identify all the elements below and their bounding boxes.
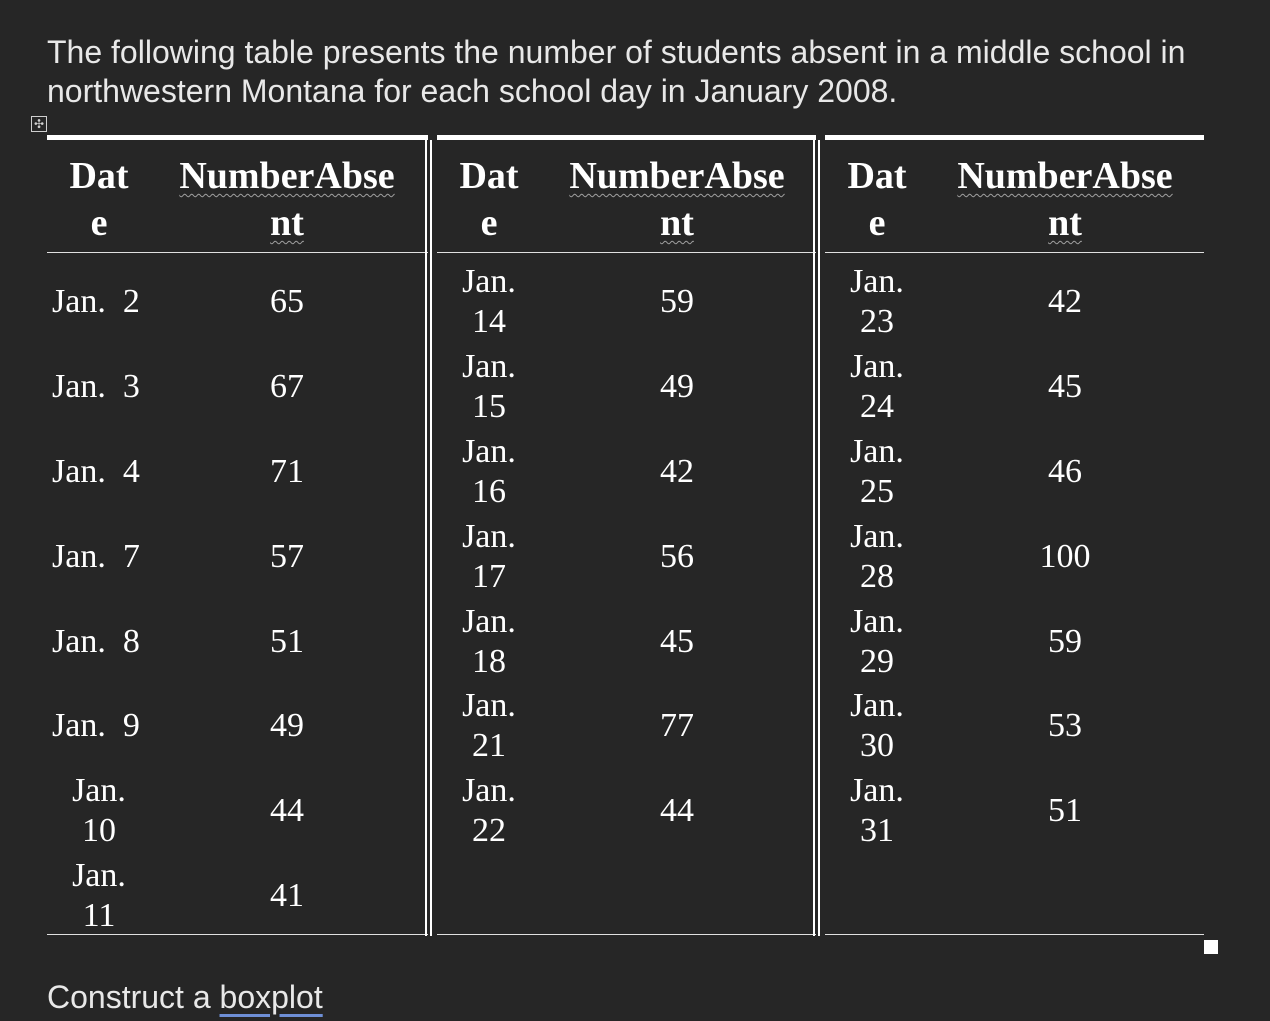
header-date-line1: Dat [847, 155, 907, 197]
table-column-group-3 [825, 135, 1204, 935]
table-row [825, 767, 1204, 852]
table-row [47, 343, 428, 428]
date-cell: Jan. 7 [52, 538, 140, 575]
table-row [437, 598, 816, 683]
table-top-border [825, 135, 1204, 140]
date-cell: Jan. 21 [462, 687, 516, 764]
header-divider [437, 252, 816, 253]
header-number-line2: nt [660, 202, 694, 244]
number-cell: 71 [270, 453, 304, 490]
number-cell: 41 [270, 877, 304, 914]
table-row [437, 513, 816, 598]
table-bottom-border [437, 934, 816, 935]
date-cell: Jan. 11 [72, 857, 126, 934]
table-row [437, 767, 816, 852]
number-cell: 49 [660, 368, 694, 405]
number-cell: 44 [270, 792, 304, 829]
table-row [437, 258, 816, 343]
date-cell: Jan. 15 [462, 348, 516, 425]
header-date [825, 153, 929, 247]
number-cell: 45 [660, 623, 694, 660]
number-cell: 51 [270, 623, 304, 660]
header-number-absent [557, 153, 797, 247]
header-number-line1: NumberAbse [179, 155, 395, 197]
date-cell: Jan. 29 [850, 603, 904, 680]
header-date-line1: Dat [69, 155, 129, 197]
date-cell: Jan. 22 [462, 772, 516, 849]
number-cell: 57 [270, 538, 304, 575]
table-row [47, 258, 428, 343]
table-row [437, 343, 816, 428]
header-number-line1: NumberAbse [957, 155, 1173, 197]
date-cell: Jan. 17 [462, 518, 516, 595]
date-cell: Jan. 9 [52, 707, 140, 744]
table-row [825, 682, 1204, 767]
date-cell: Jan. 14 [462, 263, 516, 340]
number-cell: 53 [1048, 707, 1082, 744]
table-move-handle-icon[interactable]: ✣ [31, 116, 47, 132]
header-date-line2: e [868, 202, 886, 244]
number-cell: 51 [1048, 792, 1082, 829]
table-row [47, 428, 428, 513]
header-number-line2: nt [270, 202, 304, 244]
header-number-absent [945, 153, 1185, 247]
header-date-line2: e [480, 202, 498, 244]
table-row [47, 513, 428, 598]
table-row [825, 343, 1204, 428]
date-cell: Jan. 30 [850, 687, 904, 764]
number-cell: 100 [1039, 538, 1091, 575]
number-cell: 45 [1048, 368, 1082, 405]
instruction-paragraph [47, 977, 323, 1017]
table-row [47, 767, 428, 852]
table-row [437, 428, 816, 513]
table-row [47, 598, 428, 683]
number-cell: 46 [1048, 453, 1082, 490]
number-cell: 77 [660, 707, 694, 744]
table-top-border [437, 135, 816, 140]
number-cell: 65 [270, 283, 304, 320]
header-divider [825, 252, 1204, 253]
boxplot-link[interactable]: boxplot [219, 979, 323, 1015]
column-double-divider [425, 140, 432, 936]
number-cell: 42 [660, 453, 694, 490]
table-row [825, 598, 1204, 683]
table-top-border [47, 135, 428, 140]
date-cell: Jan. 28 [850, 518, 904, 595]
instruction-prefix: Construct a [47, 979, 220, 1015]
date-cell: Jan. 31 [850, 772, 904, 849]
header-date [437, 153, 541, 247]
date-cell: Jan. 4 [52, 453, 140, 490]
number-cell: 56 [660, 538, 694, 575]
header-date-line2: e [90, 202, 108, 244]
date-cell: Jan. 24 [850, 348, 904, 425]
header-number-line2: nt [1048, 202, 1082, 244]
header-number-line1: NumberAbse [569, 155, 785, 197]
number-cell: 44 [660, 792, 694, 829]
table-row [825, 513, 1204, 598]
table-column-group-1 [47, 135, 428, 935]
number-cell: 49 [270, 707, 304, 744]
table-row [825, 258, 1204, 343]
table-row [47, 682, 428, 767]
table-row [47, 852, 428, 937]
date-cell: Jan. 10 [72, 772, 126, 849]
table-bottom-border [47, 934, 428, 935]
date-cell: Jan. 23 [850, 263, 904, 340]
table-resize-handle-icon[interactable] [1204, 940, 1218, 954]
number-cell: 59 [660, 283, 694, 320]
number-cell: 59 [1048, 623, 1082, 660]
date-cell: Jan. 2 [52, 283, 140, 320]
number-cell: 67 [270, 368, 304, 405]
intro-paragraph: The following table presents the number of students absent in a middle school in northwestern Montana for each school day in January 2008. [47, 34, 1186, 109]
table-bottom-border [825, 934, 1204, 935]
date-cell: Jan. 3 [52, 368, 140, 405]
date-cell: Jan. 8 [52, 623, 140, 660]
date-cell: Jan. 25 [850, 433, 904, 510]
header-date-line1: Dat [459, 155, 519, 197]
header-divider [47, 252, 428, 253]
date-cell: Jan. 16 [462, 433, 516, 510]
header-number-absent [167, 153, 407, 247]
header-date [47, 153, 151, 247]
column-double-divider [813, 140, 820, 936]
table-row [437, 682, 816, 767]
table-row [825, 428, 1204, 513]
number-cell: 42 [1048, 283, 1082, 320]
table-column-group-2 [437, 135, 816, 935]
date-cell: Jan. 18 [462, 603, 516, 680]
